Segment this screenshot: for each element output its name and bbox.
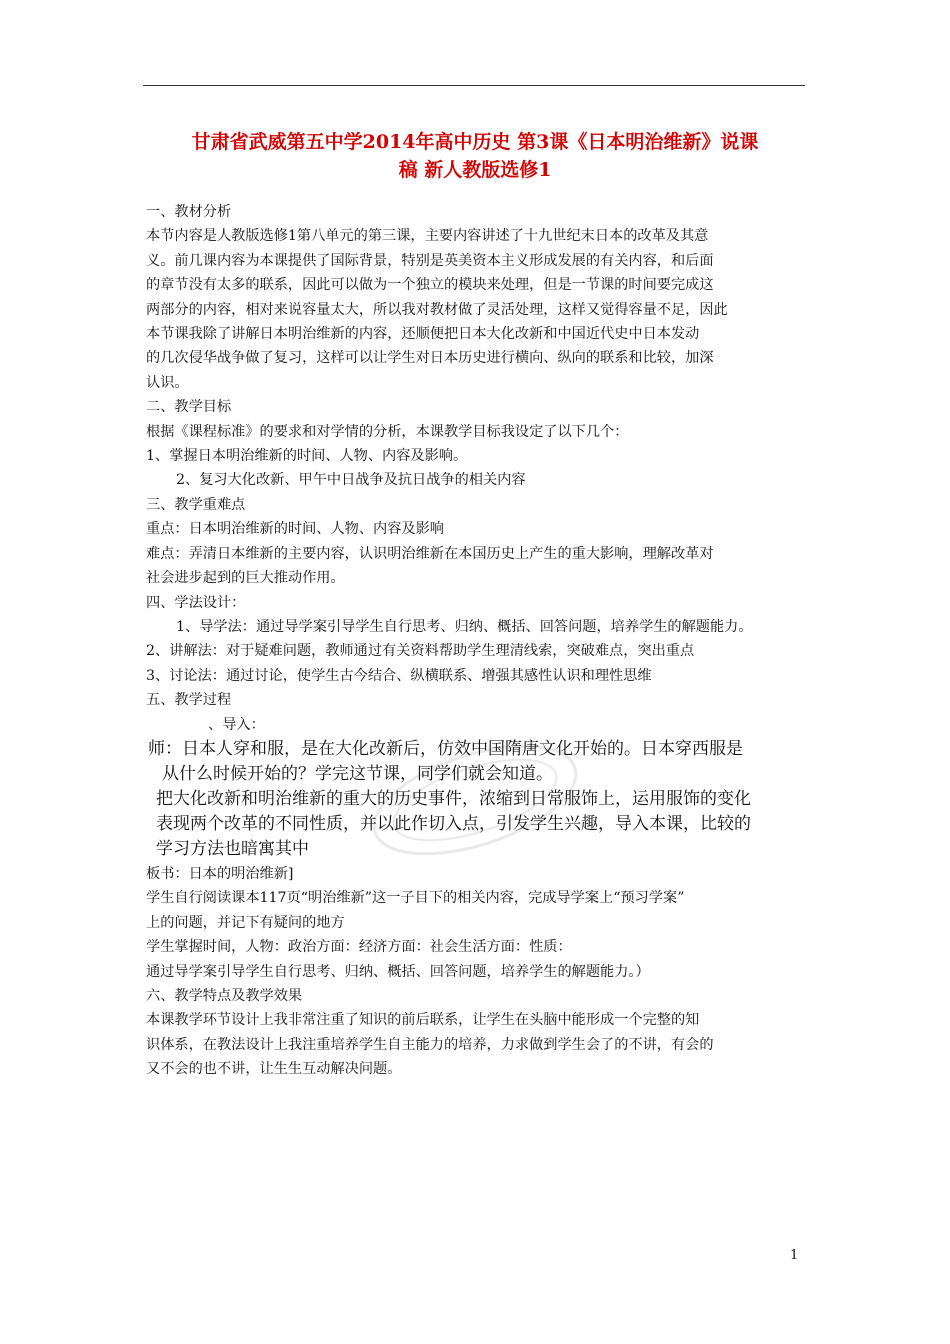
handwritten-line: 从什么时候开始的？学完这节课，同学们就会知道。 <box>162 763 553 784</box>
paragraph-line: 的章节没有太多的联系，因此可以做为一个独立的模块来处理，但是一节课的时间要完成这 <box>146 277 714 294</box>
handwritten-block <box>148 737 810 862</box>
title-line-1: 甘肃省武威第五中学2014年高中历史 第3课《日本明治维新》说课 <box>191 131 759 153</box>
list-item: 1、导学法：通过导学案引导学生自行思考、归纳、概括、回答问题，培养学生的解题能力。 <box>176 618 753 635</box>
paragraph-line: 难点：弄清日本维新的主要内容，认识明治维新在本国历史上产生的重大影响，理解改革对 <box>146 545 714 562</box>
paragraph-line: 上的问题，并记下有疑问的地方 <box>146 914 345 931</box>
section-heading: 四、学法设计： <box>146 594 246 611</box>
list-item: 2、复习大化改新、甲午中日战争及抗日战争的相关内容 <box>176 472 526 489</box>
paragraph-line: 学生掌握时间，人物：政治方面：经济方面：社会生活方面：性质： <box>146 939 572 956</box>
section-heading: 三、教学重难点 <box>146 496 246 513</box>
paragraph-line: 两部分的内容，相对来说容量太大，所以我对教材做了灵活处理，这样又觉得容量不足，因此 <box>146 301 728 318</box>
section-heading: 一、教材分析 <box>146 204 232 220</box>
paragraph-line: 的几次侵华战争做了复习，这样可以让学生对日本历史进行横向、纵向的联系和比较，加深 <box>146 350 714 367</box>
paragraph-line: 通过导学案引导学生自行思考、归纳、概括、回答问题，培养学生的解题能力。） <box>146 963 650 980</box>
list-item: 3、讨论法：通过讨论，使学生古今结合、纵横联系、增强其感性认识和理性思维 <box>146 667 652 684</box>
intro-label: 、导入： <box>208 716 265 733</box>
paragraph-line: 本节课我除了讲解日本明治维新的内容，还顺便把日本大化改新和中国近代史中日本发动 <box>146 326 700 343</box>
document-body <box>146 200 810 1082</box>
section-heading: 二、教学目标 <box>146 399 232 416</box>
section-heading: 六、教学特点及教学效果 <box>146 987 303 1004</box>
handwritten-line: 表现两个改革的不同性质，并以此作切入点，引发学生兴趣，导入本课，比较的 <box>156 813 751 834</box>
paragraph-line: 学生自行阅读课本117页“明治维新”这一子目下的相关内容，完成导学案上“预习学案” <box>146 890 685 907</box>
paragraph-line: 板书：日本的明治维新] <box>146 865 294 882</box>
paragraph-line: 重点：日本明治维新的时间、人物、内容及影响 <box>146 521 444 538</box>
paragraph-line: 认识。 <box>146 374 189 391</box>
paragraph-line: 根据《课程标准》的要求和对学情的分析，本课教学目标我设定了以下几个： <box>146 423 629 440</box>
list-item: 2、讲解法：对于疑难问题，教师通过有关资料帮助学生理清线索，突破难点，突出重点 <box>146 643 695 660</box>
list-item: 1、掌握日本明治维新的时间、人物、内容及影响。 <box>146 448 468 465</box>
header-rule <box>143 85 805 86</box>
handwritten-line: 师：日本人穿和服，是在大化改新后，仿效中国隋唐文化开始的。日本穿西服是 <box>148 738 743 759</box>
paragraph-line: 识体系，在教法设计上我注重培养学生自主能力的培养，力求做到学生会了的不讲，有会的 <box>146 1036 714 1053</box>
paragraph-line: 本节内容是人教版选修1第八单元的第三课，主要内容讲述了十九世纪末日本的改革及其意 <box>146 228 709 245</box>
handwritten-line: 把大化改新和明治维新的重大的历史事件，浓缩到日常服饰上，运用服饰的变化 <box>156 788 751 809</box>
title-line-2: 稿 新人教版选修1 <box>398 159 552 181</box>
paragraph-line: 本课教学环节设计上我非常注重了知识的前后联系，让学生在头脑中能形成一个完整的知 <box>146 1012 700 1029</box>
handwritten-line: 学习方法也暗寓其中 <box>156 838 309 859</box>
section-heading: 五、教学过程 <box>146 692 232 709</box>
paragraph-line: 又不会的也不讲，让生生互动解决问题。 <box>146 1061 402 1078</box>
paragraph-line: 社会进步起到的巨大推动作用。 <box>146 570 345 587</box>
paragraph-line: 义。前几课内容为本课提供了国际背景，特别是英美资本主义形成发展的有关内容，和后面 <box>146 252 714 269</box>
page-number: 1 <box>790 1248 799 1263</box>
document-title <box>140 128 810 184</box>
